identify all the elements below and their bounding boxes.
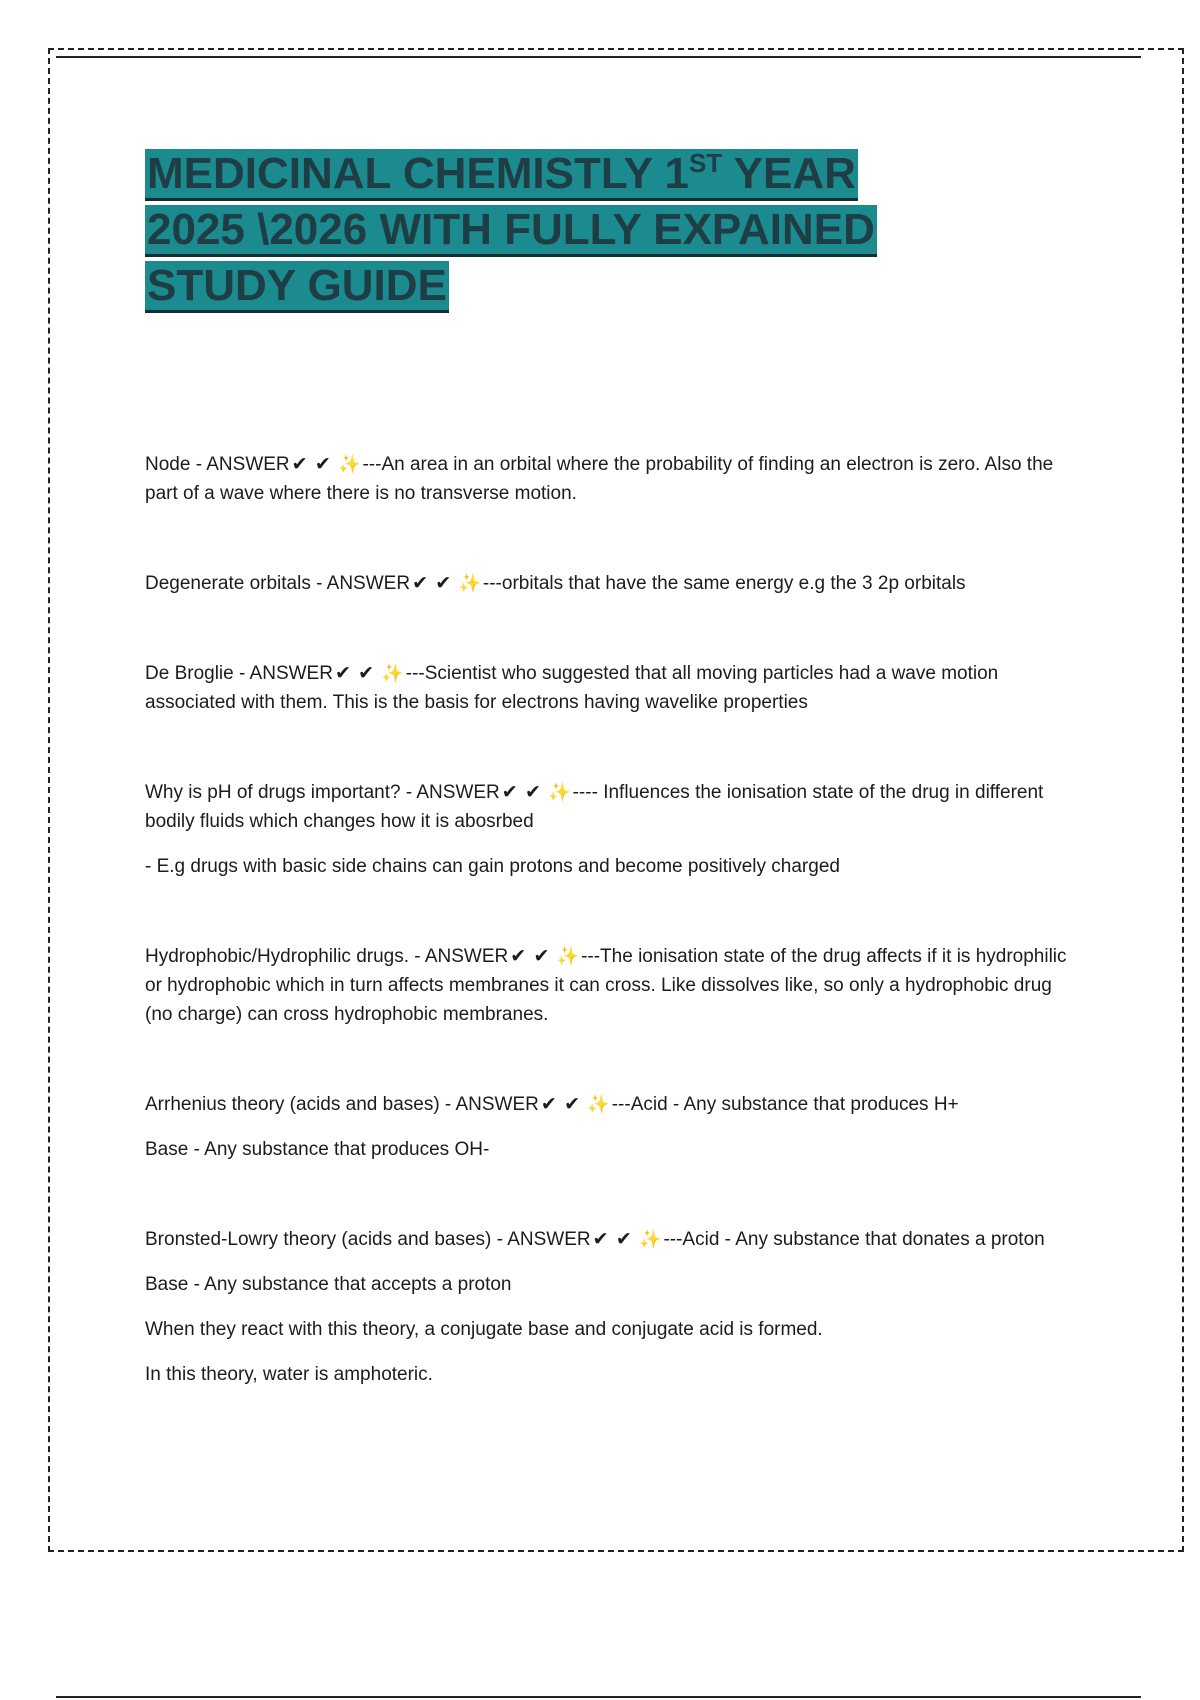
qa-entry [145, 942, 1070, 1029]
entry-extra-line: Base - Any substance that produces OH- [145, 1139, 490, 1160]
title-superscript: ST [688, 148, 723, 178]
check-icon: ✔ [592, 1228, 609, 1250]
qa-entry-main [145, 942, 1070, 1029]
check-icon: ✔ [501, 781, 518, 803]
entry-answer: ---Acid - Any substance that donates a proton [663, 1229, 1045, 1250]
entry-term: Degenerate orbitals - ANSWER [145, 573, 411, 594]
sparkle-icon: ✨ [548, 782, 571, 803]
qa-entry [145, 569, 1070, 598]
qa-entry-main [145, 569, 1070, 598]
sparkle-icon: ✨ [458, 573, 481, 594]
entry-answer: ---orbitals that have the same energy e.g the 3 2p orbitals [482, 573, 966, 594]
check-icon: ✔ [314, 453, 331, 475]
check-icon: ✔ [564, 1093, 581, 1115]
bottom-rule [56, 1696, 1141, 1698]
title-line-2: 2025 \2026 WITH FULLY EXPAINED [147, 205, 875, 254]
qa-entry [145, 450, 1070, 508]
sparkle-icon: ✨ [639, 1229, 662, 1250]
entry-extra-line: - E.g drugs with basic side chains can gain protons and become positively charged [145, 856, 840, 877]
check-icon: ✔ [334, 662, 351, 684]
check-icon: ✔ [510, 945, 527, 967]
entry-answer: ---An area in an orbital where the probability of finding an electron is zero. Also the part of a wave where there is no transverse motion. [145, 454, 1054, 504]
check-icon: ✔ [540, 1093, 557, 1115]
entry-extra-line: When they react with this theory, a conjugate base and conjugate acid is formed. [145, 1319, 823, 1340]
sparkle-icon: ✨ [556, 946, 580, 967]
qa-entry-main [145, 450, 1070, 508]
sparkle-icon: ✨ [381, 663, 404, 684]
title-line-1-rest: YEAR [722, 149, 856, 198]
entry-answer: ---The ionisation state of the drug affects if it is hydrophilic or hydrophobic which in turn affects membranes it can cross. Like dissolves like, so only a hydrophobic drug (no charge) can cross hydrophobic membranes. [145, 946, 1067, 1025]
check-icon: ✔ [615, 1228, 632, 1250]
check-icon: ✔ [524, 781, 541, 803]
check-icon: ✔ [533, 945, 550, 967]
entry-extra-line: In this theory, water is amphoteric. [145, 1364, 433, 1385]
title-line-1-main: MEDICINAL CHEMISTLY 1 [147, 149, 689, 198]
title-line-3: STUDY GUIDE [147, 261, 447, 310]
title-line-1 [145, 149, 858, 198]
check-icon: ✔ [412, 572, 428, 594]
entry-answer: ---Scientist who suggested that all moving particles had a wave motion associated with them. This is the basis for electrons having wavelike properties [145, 663, 999, 713]
qa-entry [145, 778, 1070, 881]
qa-entry [145, 1090, 1070, 1164]
document-title [145, 146, 1105, 314]
entry-term: Node - ANSWER [145, 454, 290, 475]
qa-entry [145, 659, 1070, 717]
entry-term: De Broglie - ANSWER [145, 663, 333, 684]
check-icon: ✔ [291, 453, 308, 475]
entry-term: Hydrophobic/Hydrophilic drugs. - ANSWER [145, 946, 509, 967]
qa-entry-main [145, 778, 1070, 836]
entry-extra-line: Base - Any substance that accepts a proton [145, 1274, 512, 1295]
entry-term: Bronsted-Lowry theory (acids and bases) - ANSWER [145, 1229, 591, 1250]
check-icon: ✔ [435, 572, 452, 594]
entry-term: Arrhenius theory (acids and bases) - ANSWER [145, 1094, 539, 1115]
qa-entries [145, 450, 1070, 1389]
check-icon: ✔ [358, 662, 375, 684]
qa-entry-main [145, 659, 1070, 717]
sparkle-icon: ✨ [587, 1094, 610, 1115]
entry-answer: ---- Influences the ionisation state of the drug in different bodily fluids which changes how it is abosrbed [145, 782, 1044, 832]
top-rule [56, 56, 1141, 58]
entry-term: Why is pH of drugs important? - ANSWER [145, 782, 500, 803]
qa-entry-main [145, 1090, 1070, 1119]
entry-answer: ---Acid - Any substance that produces H+ [611, 1094, 959, 1115]
qa-entry [145, 1225, 1070, 1389]
sparkle-icon: ✨ [338, 454, 361, 475]
qa-entry-main [145, 1225, 1070, 1254]
